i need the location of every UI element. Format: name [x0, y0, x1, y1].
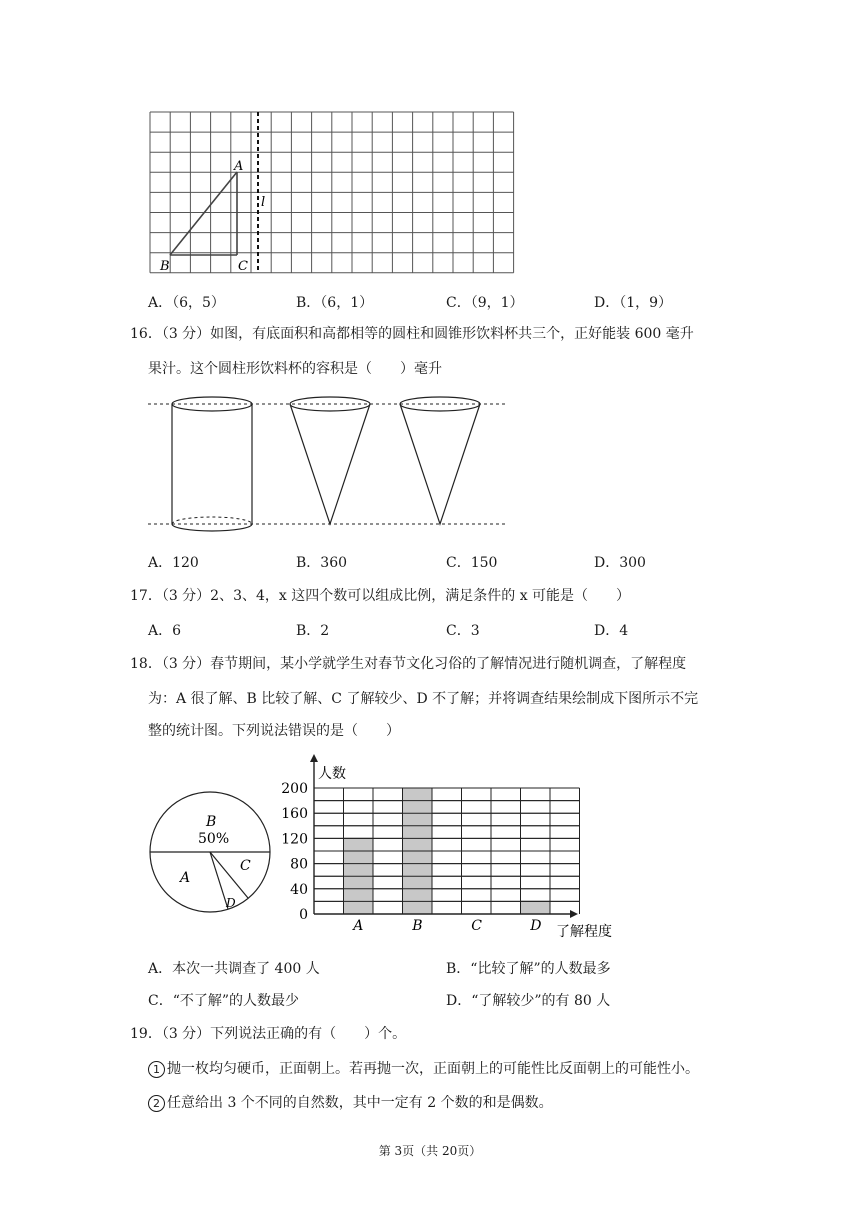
point-a-label: A: [234, 159, 244, 174]
bar-ytick-120: 120: [281, 831, 308, 848]
line-l-label: l: [261, 195, 266, 210]
pie-label-a: A: [180, 870, 191, 886]
bar-xtick-B: B: [412, 918, 423, 934]
q17-option-a: A．6: [148, 623, 182, 639]
bar-ytick-160: 160: [281, 806, 308, 823]
cylinder-cones-figure: [140, 390, 520, 540]
bar-chart: [280, 754, 630, 944]
y-axis-label: 人数: [318, 766, 346, 782]
q18-option-b: B．“比较了解”的人数最多: [446, 961, 611, 977]
coordinate-grid-figure: [140, 100, 530, 285]
q19-item-1-text: 抛一枚均匀硬币，正面朝上。若再抛一次，正面朝上的可能性比反面朝上的可能性小。: [167, 1061, 699, 1077]
q19-item-1: [148, 1058, 699, 1078]
y-axis-arrow: [310, 754, 318, 762]
q18-text-line3: 整的统计图。下列说法错误的是（ ）: [148, 723, 400, 739]
x-axis-label: 了解程度: [556, 924, 612, 940]
q17-option-c: C．3: [446, 623, 480, 639]
cylinder-bottom-front: [172, 524, 252, 531]
q18-option-d: D．“了解较少”的有 80 人: [446, 993, 611, 1009]
q19-item-2-text: 任意给出 3 个不同的自然数，其中一定有 2 个数的和是偶数。: [167, 1095, 553, 1111]
q17-text: 17．（3 分）2、3、4，x 这四个数可以组成比例，满足条件的 x 可能是（ ）: [130, 588, 631, 604]
bar-ytick-200: 200: [281, 781, 308, 797]
q15-option-d: D．（1，9）: [594, 295, 673, 311]
q19-item-2-number: 2: [148, 1095, 165, 1112]
cone1-sides: [290, 404, 370, 524]
bar-xtick-C: C: [471, 918, 482, 934]
cone2-sides: [400, 404, 480, 524]
bar-xtick-D: D: [530, 918, 542, 934]
triangle-side-ab: [170, 172, 237, 255]
pie-label-d: D: [226, 896, 236, 910]
bar-ytick-80: 80: [290, 856, 308, 873]
bar-xtick-A: A: [353, 918, 364, 934]
cylinder-bottom-back: [172, 517, 252, 524]
point-c-label: C: [238, 259, 248, 274]
bar-ytick-0: 0: [299, 907, 308, 923]
x-axis-arrow: [570, 910, 578, 918]
page-footer: 第 3页（共 20页）: [378, 1144, 482, 1158]
pie-label-b-percent: 50%: [198, 831, 230, 847]
bar-D: [521, 901, 551, 914]
q18-text-line1: 18．（3 分）春节期间，某小学就学生对春节文化习俗的了解情况进行随机调查，了解程度: [130, 656, 687, 672]
q17-option-b: B．2: [296, 623, 330, 639]
q18-option-c: C．“不了解”的人数最少: [148, 993, 300, 1009]
q16-text-line2: 果汁。这个圆柱形饮料杯的容积是（ ）毫升: [148, 361, 442, 377]
q18-text-line2: 为：A 很了解、B 比较了解、C 了解较少、D 不了解；并将调查结果绘制成下图所示不完: [148, 691, 699, 707]
pie-label-c: C: [240, 858, 251, 874]
pie-label-b: B: [206, 814, 217, 830]
q16-text-line1: 16．（3 分）如图，有底面积和高都相等的圆柱和圆锥形饮料杯共三个，正好能装 600 毫升: [130, 326, 694, 342]
q16-option-c: C．150: [446, 555, 498, 571]
q15-option-a: A．（6，5）: [148, 295, 225, 311]
q15-option-c: C．（9，1）: [446, 295, 524, 311]
q16-option-b: B．360: [296, 555, 348, 571]
bar-ytick-40: 40: [290, 881, 308, 898]
q19-item-2: [148, 1092, 553, 1112]
pie-chart: [140, 770, 280, 930]
q17-option-d: D．4: [594, 623, 629, 639]
q18-option-a: A．本次一共调查了 400 人: [148, 961, 320, 977]
point-b-label: B: [160, 259, 170, 274]
q16-option-d: D．300: [594, 555, 646, 571]
q19-item-1-number: 1: [148, 1061, 165, 1078]
q15-option-b: B．（6，1）: [296, 295, 374, 311]
q16-option-a: A．120: [148, 555, 199, 571]
q19-text: 19．（3 分）下列说法正确的有（ ）个。: [130, 1026, 407, 1042]
